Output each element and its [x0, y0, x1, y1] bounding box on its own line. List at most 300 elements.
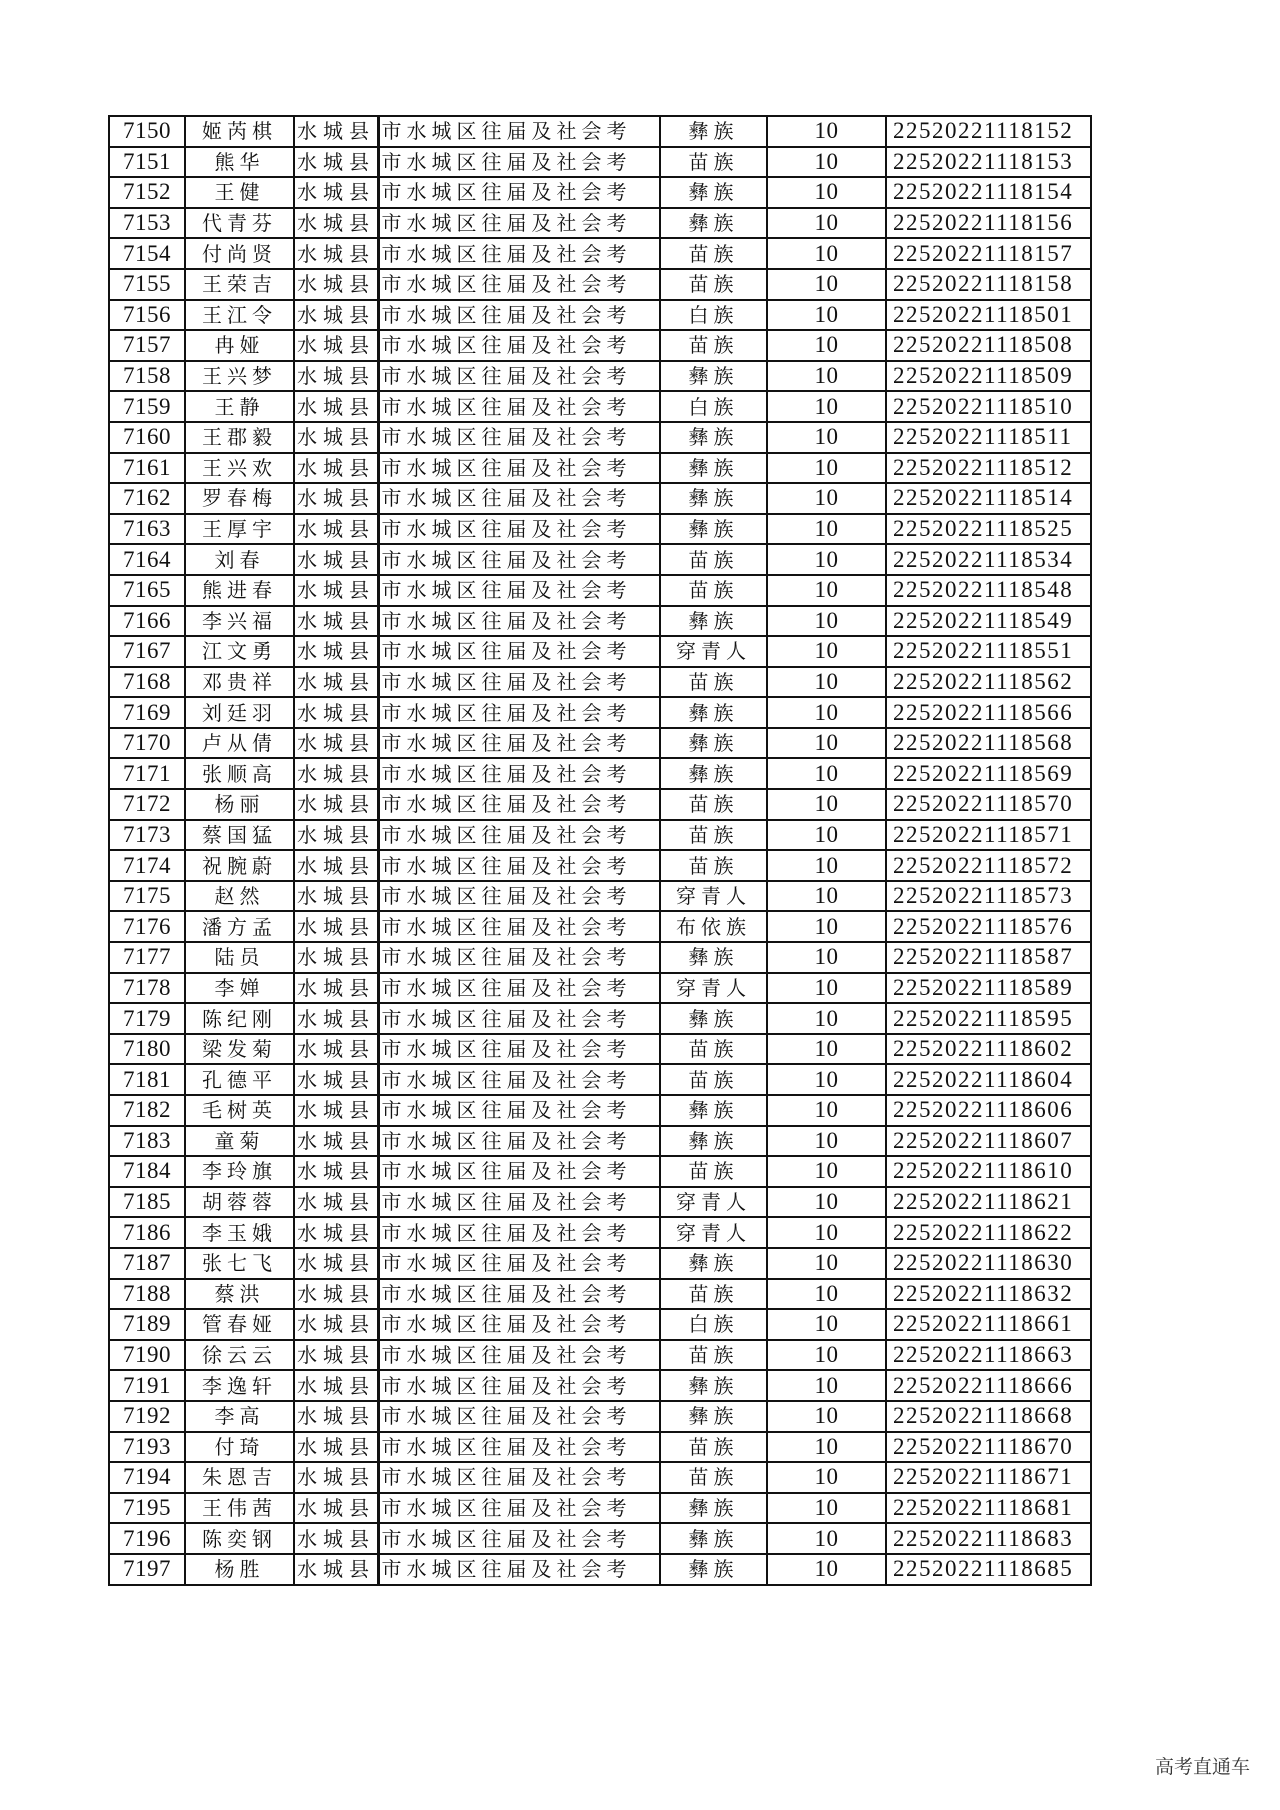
score-cell: 10	[767, 544, 886, 575]
ethnicity-cell: 苗族	[660, 147, 767, 178]
school-cell: 市水城区往届及社会考	[378, 1126, 660, 1157]
ethnicity-cell: 彝族	[660, 1095, 767, 1126]
name-cell: 王厚宇	[185, 514, 294, 545]
school-cell: 市水城区往届及社会考	[378, 238, 660, 269]
exam-id-cell: 22520221118501	[886, 300, 1091, 331]
exam-id-cell: 22520221118671	[886, 1462, 1091, 1493]
school-cell: 市水城区往届及社会考	[378, 300, 660, 331]
exam-id-cell: 22520221118156	[886, 208, 1091, 239]
school-cell: 市水城区往届及社会考	[378, 177, 660, 208]
ethnicity-cell: 苗族	[660, 1156, 767, 1187]
table-row	[109, 1156, 1091, 1187]
county-cell: 水城县	[294, 1126, 378, 1157]
table-row	[109, 881, 1091, 912]
school-cell: 市水城区往届及社会考	[378, 850, 660, 881]
row-number-cell: 7164	[109, 544, 185, 575]
ethnicity-cell: 彝族	[660, 361, 767, 392]
candidate-table	[108, 115, 1092, 1586]
name-cell: 付尚贤	[185, 238, 294, 269]
school-cell: 市水城区往届及社会考	[378, 1095, 660, 1126]
county-cell: 水城县	[294, 1279, 378, 1310]
school-cell: 市水城区往届及社会考	[378, 789, 660, 820]
row-number-cell: 7163	[109, 514, 185, 545]
table-row	[109, 238, 1091, 269]
exam-id-cell: 22520221118663	[886, 1340, 1091, 1371]
name-cell: 刘廷羽	[185, 697, 294, 728]
row-number-cell: 7179	[109, 1003, 185, 1034]
ethnicity-cell: 穿青人	[660, 1187, 767, 1218]
score-cell: 10	[767, 330, 886, 361]
school-cell: 市水城区往届及社会考	[378, 1003, 660, 1034]
county-cell: 水城县	[294, 1432, 378, 1463]
table-row	[109, 391, 1091, 422]
ethnicity-cell: 苗族	[660, 238, 767, 269]
table-row	[109, 422, 1091, 453]
name-cell: 童菊	[185, 1126, 294, 1157]
county-cell: 水城县	[294, 1064, 378, 1095]
school-cell: 市水城区往届及社会考	[378, 422, 660, 453]
school-cell: 市水城区往届及社会考	[378, 453, 660, 484]
name-cell: 王静	[185, 391, 294, 422]
school-cell: 市水城区往届及社会考	[378, 575, 660, 606]
name-cell: 李玲旗	[185, 1156, 294, 1187]
exam-id-cell: 22520221118152	[886, 116, 1091, 147]
row-number-cell: 7180	[109, 1034, 185, 1065]
ethnicity-cell: 穿青人	[660, 973, 767, 1004]
county-cell: 水城县	[294, 483, 378, 514]
county-cell: 水城县	[294, 269, 378, 300]
school-cell: 市水城区往届及社会考	[378, 1462, 660, 1493]
score-cell: 10	[767, 1187, 886, 1218]
row-number-cell: 7158	[109, 361, 185, 392]
score-cell: 10	[767, 1432, 886, 1463]
exam-id-cell: 22520221118602	[886, 1034, 1091, 1065]
exam-id-cell: 22520221118621	[886, 1187, 1091, 1218]
county-cell: 水城县	[294, 881, 378, 912]
score-cell: 10	[767, 1064, 886, 1095]
exam-id-cell: 22520221118511	[886, 422, 1091, 453]
table-row	[109, 1095, 1091, 1126]
row-number-cell: 7176	[109, 911, 185, 942]
exam-id-cell: 22520221118681	[886, 1493, 1091, 1524]
school-cell: 市水城区往届及社会考	[378, 544, 660, 575]
table-row	[109, 1279, 1091, 1310]
table-row	[109, 1554, 1091, 1585]
school-cell: 市水城区往届及社会考	[378, 606, 660, 637]
ethnicity-cell: 彝族	[660, 1003, 767, 1034]
table-row	[109, 789, 1091, 820]
exam-id-cell: 22520221118666	[886, 1370, 1091, 1401]
name-cell: 赵然	[185, 881, 294, 912]
name-cell: 朱恩吉	[185, 1462, 294, 1493]
table-row	[109, 1187, 1091, 1218]
ethnicity-cell: 彝族	[660, 514, 767, 545]
score-cell: 10	[767, 1034, 886, 1065]
county-cell: 水城县	[294, 330, 378, 361]
county-cell: 水城县	[294, 1523, 378, 1554]
row-number-cell: 7195	[109, 1493, 185, 1524]
table-row	[109, 575, 1091, 606]
county-cell: 水城县	[294, 514, 378, 545]
score-cell: 10	[767, 177, 886, 208]
row-number-cell: 7175	[109, 881, 185, 912]
score-cell: 10	[767, 850, 886, 881]
row-number-cell: 7150	[109, 116, 185, 147]
exam-id-cell: 22520221118572	[886, 850, 1091, 881]
score-cell: 10	[767, 789, 886, 820]
exam-id-cell: 22520221118610	[886, 1156, 1091, 1187]
score-cell: 10	[767, 1554, 886, 1585]
county-cell: 水城县	[294, 667, 378, 698]
exam-id-cell: 22520221118562	[886, 667, 1091, 698]
ethnicity-cell: 苗族	[660, 850, 767, 881]
table-body	[109, 116, 1091, 1585]
score-cell: 10	[767, 269, 886, 300]
table-row	[109, 1217, 1091, 1248]
table-row	[109, 973, 1091, 1004]
name-cell: 王健	[185, 177, 294, 208]
school-cell: 市水城区往届及社会考	[378, 361, 660, 392]
name-cell: 王江令	[185, 300, 294, 331]
score-cell: 10	[767, 1156, 886, 1187]
county-cell: 水城县	[294, 208, 378, 239]
name-cell: 熊华	[185, 147, 294, 178]
ethnicity-cell: 苗族	[660, 1340, 767, 1371]
name-cell: 潘方孟	[185, 911, 294, 942]
score-cell: 10	[767, 300, 886, 331]
school-cell: 市水城区往届及社会考	[378, 973, 660, 1004]
ethnicity-cell: 布依族	[660, 911, 767, 942]
ethnicity-cell: 苗族	[660, 667, 767, 698]
name-cell: 熊进春	[185, 575, 294, 606]
row-number-cell: 7178	[109, 973, 185, 1004]
county-cell: 水城县	[294, 238, 378, 269]
school-cell: 市水城区往届及社会考	[378, 1279, 660, 1310]
score-cell: 10	[767, 1523, 886, 1554]
table-row	[109, 544, 1091, 575]
score-cell: 10	[767, 116, 886, 147]
row-number-cell: 7151	[109, 147, 185, 178]
ethnicity-cell: 穿青人	[660, 636, 767, 667]
score-cell: 10	[767, 758, 886, 789]
exam-id-cell: 22520221118512	[886, 453, 1091, 484]
row-number-cell: 7152	[109, 177, 185, 208]
ethnicity-cell: 彝族	[660, 942, 767, 973]
ethnicity-cell: 彝族	[660, 1493, 767, 1524]
row-number-cell: 7154	[109, 238, 185, 269]
table-row	[109, 1401, 1091, 1432]
table-row	[109, 911, 1091, 942]
school-cell: 市水城区往届及社会考	[378, 147, 660, 178]
score-cell: 10	[767, 208, 886, 239]
ethnicity-cell: 彝族	[660, 1401, 767, 1432]
county-cell: 水城县	[294, 1462, 378, 1493]
table-row	[109, 1432, 1091, 1463]
table-row	[109, 1370, 1091, 1401]
row-number-cell: 7191	[109, 1370, 185, 1401]
row-number-cell: 7165	[109, 575, 185, 606]
score-cell: 10	[767, 1279, 886, 1310]
score-cell: 10	[767, 147, 886, 178]
table-row	[109, 177, 1091, 208]
name-cell: 卢从倩	[185, 728, 294, 759]
exam-id-cell: 22520221118670	[886, 1432, 1091, 1463]
school-cell: 市水城区往届及社会考	[378, 1340, 660, 1371]
exam-id-cell: 22520221118630	[886, 1248, 1091, 1279]
row-number-cell: 7167	[109, 636, 185, 667]
school-cell: 市水城区往届及社会考	[378, 483, 660, 514]
exam-id-cell: 22520221118683	[886, 1523, 1091, 1554]
row-number-cell: 7156	[109, 300, 185, 331]
name-cell: 张七飞	[185, 1248, 294, 1279]
table-row	[109, 636, 1091, 667]
name-cell: 李玉娥	[185, 1217, 294, 1248]
school-cell: 市水城区往届及社会考	[378, 911, 660, 942]
exam-id-cell: 22520221118549	[886, 606, 1091, 637]
table-row	[109, 1523, 1091, 1554]
school-cell: 市水城区往届及社会考	[378, 1064, 660, 1095]
score-cell: 10	[767, 728, 886, 759]
table-row	[109, 147, 1091, 178]
row-number-cell: 7197	[109, 1554, 185, 1585]
exam-id-cell: 22520221118606	[886, 1095, 1091, 1126]
exam-id-cell: 22520221118573	[886, 881, 1091, 912]
exam-id-cell: 22520221118589	[886, 973, 1091, 1004]
score-cell: 10	[767, 1370, 886, 1401]
row-number-cell: 7174	[109, 850, 185, 881]
exam-id-cell: 22520221118525	[886, 514, 1091, 545]
ethnicity-cell: 苗族	[660, 330, 767, 361]
county-cell: 水城县	[294, 789, 378, 820]
name-cell: 王兴梦	[185, 361, 294, 392]
name-cell: 刘春	[185, 544, 294, 575]
table-row	[109, 269, 1091, 300]
table-row	[109, 1340, 1091, 1371]
ethnicity-cell: 穿青人	[660, 1217, 767, 1248]
ethnicity-cell: 苗族	[660, 789, 767, 820]
row-number-cell: 7170	[109, 728, 185, 759]
score-cell: 10	[767, 1217, 886, 1248]
score-cell: 10	[767, 514, 886, 545]
ethnicity-cell: 苗族	[660, 1462, 767, 1493]
name-cell: 付琦	[185, 1432, 294, 1463]
row-number-cell: 7192	[109, 1401, 185, 1432]
name-cell: 李逸轩	[185, 1370, 294, 1401]
county-cell: 水城县	[294, 1003, 378, 1034]
exam-id-cell: 22520221118157	[886, 238, 1091, 269]
row-number-cell: 7160	[109, 422, 185, 453]
ethnicity-cell: 彝族	[660, 728, 767, 759]
name-cell: 王郡毅	[185, 422, 294, 453]
ethnicity-cell: 苗族	[660, 820, 767, 851]
table-row	[109, 453, 1091, 484]
row-number-cell: 7159	[109, 391, 185, 422]
name-cell: 蔡洪	[185, 1279, 294, 1310]
name-cell: 陈奕钢	[185, 1523, 294, 1554]
ethnicity-cell: 彝族	[660, 483, 767, 514]
score-cell: 10	[767, 1401, 886, 1432]
score-cell: 10	[767, 575, 886, 606]
exam-id-cell: 22520221118668	[886, 1401, 1091, 1432]
county-cell: 水城县	[294, 116, 378, 147]
name-cell: 陆员	[185, 942, 294, 973]
ethnicity-cell: 彝族	[660, 453, 767, 484]
table-row	[109, 942, 1091, 973]
exam-id-cell: 22520221118154	[886, 177, 1091, 208]
table-row	[109, 1003, 1091, 1034]
ethnicity-cell: 苗族	[660, 544, 767, 575]
row-number-cell: 7177	[109, 942, 185, 973]
ethnicity-cell: 白族	[660, 1309, 767, 1340]
score-cell: 10	[767, 453, 886, 484]
row-number-cell: 7186	[109, 1217, 185, 1248]
county-cell: 水城县	[294, 1248, 378, 1279]
county-cell: 水城县	[294, 1340, 378, 1371]
exam-id-cell: 22520221118576	[886, 911, 1091, 942]
school-cell: 市水城区往届及社会考	[378, 514, 660, 545]
table-row	[109, 606, 1091, 637]
row-number-cell: 7166	[109, 606, 185, 637]
row-number-cell: 7173	[109, 820, 185, 851]
ethnicity-cell: 彝族	[660, 1370, 767, 1401]
school-cell: 市水城区往届及社会考	[378, 1401, 660, 1432]
row-number-cell: 7193	[109, 1432, 185, 1463]
exam-id-cell: 22520221118632	[886, 1279, 1091, 1310]
table-row	[109, 1248, 1091, 1279]
name-cell: 王兴欢	[185, 453, 294, 484]
name-cell: 姬芮棋	[185, 116, 294, 147]
table-row	[109, 1462, 1091, 1493]
name-cell: 李兴福	[185, 606, 294, 637]
name-cell: 管春娅	[185, 1309, 294, 1340]
row-number-cell: 7182	[109, 1095, 185, 1126]
exam-id-cell: 22520221118566	[886, 697, 1091, 728]
county-cell: 水城县	[294, 911, 378, 942]
county-cell: 水城县	[294, 636, 378, 667]
row-number-cell: 7172	[109, 789, 185, 820]
ethnicity-cell: 彝族	[660, 697, 767, 728]
ethnicity-cell: 彝族	[660, 1126, 767, 1157]
ethnicity-cell: 彝族	[660, 177, 767, 208]
score-cell: 10	[767, 1340, 886, 1371]
exam-id-cell: 22520221118622	[886, 1217, 1091, 1248]
ethnicity-cell: 彝族	[660, 606, 767, 637]
name-cell: 邓贵祥	[185, 667, 294, 698]
county-cell: 水城县	[294, 1493, 378, 1524]
county-cell: 水城县	[294, 820, 378, 851]
school-cell: 市水城区往届及社会考	[378, 697, 660, 728]
name-cell: 陈纪刚	[185, 1003, 294, 1034]
exam-id-cell: 22520221118548	[886, 575, 1091, 606]
county-cell: 水城县	[294, 1095, 378, 1126]
county-cell: 水城县	[294, 1554, 378, 1585]
county-cell: 水城县	[294, 300, 378, 331]
ethnicity-cell: 穿青人	[660, 881, 767, 912]
score-cell: 10	[767, 1493, 886, 1524]
row-number-cell: 7168	[109, 667, 185, 698]
county-cell: 水城县	[294, 850, 378, 881]
school-cell: 市水城区往届及社会考	[378, 942, 660, 973]
county-cell: 水城县	[294, 1187, 378, 1218]
row-number-cell: 7189	[109, 1309, 185, 1340]
exam-id-cell: 22520221118514	[886, 483, 1091, 514]
school-cell: 市水城区往届及社会考	[378, 667, 660, 698]
ethnicity-cell: 彝族	[660, 1523, 767, 1554]
exam-id-cell: 22520221118587	[886, 942, 1091, 973]
score-cell: 10	[767, 606, 886, 637]
row-number-cell: 7181	[109, 1064, 185, 1095]
row-number-cell: 7169	[109, 697, 185, 728]
school-cell: 市水城区往届及社会考	[378, 636, 660, 667]
table-row	[109, 1493, 1091, 1524]
exam-id-cell: 22520221118568	[886, 728, 1091, 759]
name-cell: 梁发菊	[185, 1034, 294, 1065]
county-cell: 水城县	[294, 1034, 378, 1065]
name-cell: 李婵	[185, 973, 294, 1004]
exam-id-cell: 22520221118551	[886, 636, 1091, 667]
score-cell: 10	[767, 820, 886, 851]
table-row	[109, 361, 1091, 392]
county-cell: 水城县	[294, 177, 378, 208]
ethnicity-cell: 彝族	[660, 422, 767, 453]
ethnicity-cell: 苗族	[660, 1432, 767, 1463]
exam-id-cell: 22520221118607	[886, 1126, 1091, 1157]
school-cell: 市水城区往届及社会考	[378, 208, 660, 239]
table-row	[109, 1034, 1091, 1065]
score-cell: 10	[767, 422, 886, 453]
row-number-cell: 7161	[109, 453, 185, 484]
exam-id-cell: 22520221118153	[886, 147, 1091, 178]
score-cell: 10	[767, 1126, 886, 1157]
school-cell: 市水城区往届及社会考	[378, 1248, 660, 1279]
ethnicity-cell: 白族	[660, 391, 767, 422]
name-cell: 冉娅	[185, 330, 294, 361]
score-cell: 10	[767, 1095, 886, 1126]
name-cell: 代青芬	[185, 208, 294, 239]
school-cell: 市水城区往届及社会考	[378, 1217, 660, 1248]
table-row	[109, 514, 1091, 545]
row-number-cell: 7188	[109, 1279, 185, 1310]
county-cell: 水城县	[294, 1309, 378, 1340]
exam-id-cell: 22520221118509	[886, 361, 1091, 392]
table-row	[109, 697, 1091, 728]
name-cell: 胡蓉蓉	[185, 1187, 294, 1218]
exam-id-cell: 22520221118685	[886, 1554, 1091, 1585]
county-cell: 水城县	[294, 758, 378, 789]
table-row	[109, 483, 1091, 514]
school-cell: 市水城区往届及社会考	[378, 1309, 660, 1340]
county-cell: 水城县	[294, 1156, 378, 1187]
score-cell: 10	[767, 483, 886, 514]
table-row	[109, 1309, 1091, 1340]
row-number-cell: 7184	[109, 1156, 185, 1187]
county-cell: 水城县	[294, 453, 378, 484]
name-cell: 张顺高	[185, 758, 294, 789]
score-cell: 10	[767, 973, 886, 1004]
row-number-cell: 7183	[109, 1126, 185, 1157]
county-cell: 水城县	[294, 606, 378, 637]
ethnicity-cell: 苗族	[660, 1064, 767, 1095]
ethnicity-cell: 苗族	[660, 269, 767, 300]
county-cell: 水城县	[294, 422, 378, 453]
school-cell: 市水城区往届及社会考	[378, 269, 660, 300]
table-row	[109, 820, 1091, 851]
row-number-cell: 7153	[109, 208, 185, 239]
school-cell: 市水城区往届及社会考	[378, 758, 660, 789]
county-cell: 水城县	[294, 147, 378, 178]
exam-id-cell: 22520221118571	[886, 820, 1091, 851]
name-cell: 李高	[185, 1401, 294, 1432]
